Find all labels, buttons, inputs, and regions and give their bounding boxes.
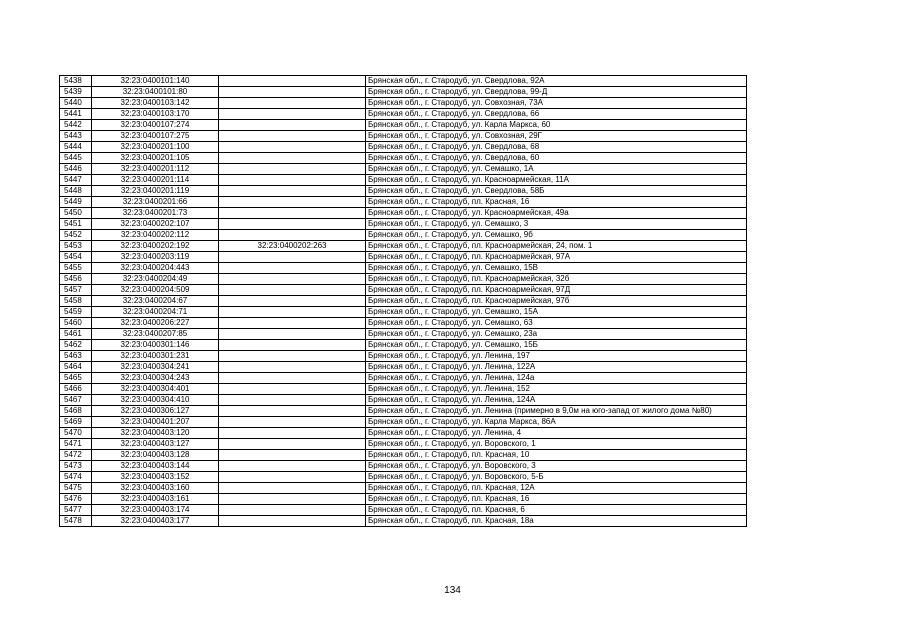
address-cell: Брянская обл., г. Стародуб, ул. Свердлова, 60 xyxy=(366,153,747,164)
address-cell: Брянская обл., г. Стародуб, пл. Красная, 10 xyxy=(366,450,747,461)
related-cadastral-number-cell xyxy=(219,516,366,527)
row-number-cell: 5452 xyxy=(60,230,92,241)
row-number-cell: 5462 xyxy=(60,340,92,351)
cadastral-number-cell: 32:23:0400202:112 xyxy=(92,230,219,241)
row-number-cell: 5454 xyxy=(60,252,92,263)
table-row xyxy=(60,274,747,285)
cadastral-number-cell: 32:23:0400403:174 xyxy=(92,505,219,516)
row-number-cell: 5457 xyxy=(60,285,92,296)
address-cell: Брянская обл., г. Стародуб, ул. Ленина, 122А xyxy=(366,362,747,373)
related-cadastral-number-cell xyxy=(219,351,366,362)
related-cadastral-number-cell xyxy=(219,461,366,472)
row-number-cell: 5439 xyxy=(60,87,92,98)
row-number-cell: 5446 xyxy=(60,164,92,175)
table-row xyxy=(60,98,747,109)
related-cadastral-number-cell xyxy=(219,142,366,153)
cadastral-number-cell: 32:23:0400202:192 xyxy=(92,241,219,252)
table-row xyxy=(60,252,747,263)
related-cadastral-number-cell xyxy=(219,483,366,494)
address-cell: Брянская обл., г. Стародуб, ул. Ленина, 4 xyxy=(366,428,747,439)
address-cell: Брянская обл., г. Стародуб, ул. Красноармейская, 11А xyxy=(366,175,747,186)
cadastral-number-cell: 32:23:0400201:112 xyxy=(92,164,219,175)
row-number-cell: 5461 xyxy=(60,329,92,340)
cadastral-number-cell: 32:23:0400101:140 xyxy=(92,76,219,87)
row-number-cell: 5450 xyxy=(60,208,92,219)
table-row xyxy=(60,494,747,505)
address-cell: Брянская обл., г. Стародуб, пл. Красная, 18а xyxy=(366,516,747,527)
row-number-cell: 5469 xyxy=(60,417,92,428)
address-cell: Брянская обл., г. Стародуб, ул. Красноармейская, 49а xyxy=(366,208,747,219)
cadastral-number-cell: 32:23:0400204:443 xyxy=(92,263,219,274)
table-row xyxy=(60,241,747,252)
row-number-cell: 5438 xyxy=(60,76,92,87)
row-number-cell: 5466 xyxy=(60,384,92,395)
related-cadastral-number-cell xyxy=(219,406,366,417)
address-cell: Брянская обл., г. Стародуб, ул. Семашко, 15Б xyxy=(366,340,747,351)
address-cell: Брянская обл., г. Стародуб, ул. Совхозная, 29Г xyxy=(366,131,747,142)
cadastral-number-cell: 32:23:0400304:241 xyxy=(92,362,219,373)
related-cadastral-number-cell xyxy=(219,98,366,109)
table-row xyxy=(60,296,747,307)
address-cell: Брянская обл., г. Стародуб, ул. Семашко, 23а xyxy=(366,329,747,340)
address-cell: Брянская обл., г. Стародуб, пл. Красная, 6 xyxy=(366,505,747,516)
row-number-cell: 5474 xyxy=(60,472,92,483)
related-cadastral-number-cell xyxy=(219,318,366,329)
table-row xyxy=(60,340,747,351)
row-number-cell: 5444 xyxy=(60,142,92,153)
cadastral-number-cell: 32:23:0400403:128 xyxy=(92,450,219,461)
table-row xyxy=(60,329,747,340)
related-cadastral-number-cell xyxy=(219,340,366,351)
table-row xyxy=(60,142,747,153)
row-number-cell: 5465 xyxy=(60,373,92,384)
address-cell: Брянская обл., г. Стародуб, ул. Семашко, 1А xyxy=(366,164,747,175)
cadastral-number-cell: 32:23:0400204:67 xyxy=(92,296,219,307)
cadastral-number-cell: 32:23:0400103:142 xyxy=(92,98,219,109)
table-row xyxy=(60,450,747,461)
related-cadastral-number-cell xyxy=(219,285,366,296)
related-cadastral-number-cell xyxy=(219,230,366,241)
cadastral-number-cell: 32:23:0400201:100 xyxy=(92,142,219,153)
cadastral-number-cell: 32:23:0400204:71 xyxy=(92,307,219,318)
table-row xyxy=(60,87,747,98)
cadastral-number-cell: 32:23:0400202:107 xyxy=(92,219,219,230)
cadastral-number-cell: 32:23:0400403:152 xyxy=(92,472,219,483)
row-number-cell: 5475 xyxy=(60,483,92,494)
address-cell: Брянская обл., г. Стародуб, ул. Ленина (примерно в 9,0м на юго-запад от жилого дома №80) xyxy=(366,406,747,417)
row-number-cell: 5458 xyxy=(60,296,92,307)
address-cell: Брянская обл., г. Стародуб, ул. Воровского, 1 xyxy=(366,439,747,450)
cadastral-number-cell: 32:23:0400304:243 xyxy=(92,373,219,384)
row-number-cell: 5455 xyxy=(60,263,92,274)
table-row xyxy=(60,131,747,142)
cadastral-number-cell: 32:23:0400201:119 xyxy=(92,186,219,197)
row-number-cell: 5441 xyxy=(60,109,92,120)
table-row xyxy=(60,395,747,406)
address-cell: Брянская обл., г. Стародуб, ул. Совхозная, 73А xyxy=(366,98,747,109)
cadastral-number-cell: 32:23:0400204:509 xyxy=(92,285,219,296)
related-cadastral-number-cell xyxy=(219,153,366,164)
row-number-cell: 5471 xyxy=(60,439,92,450)
row-number-cell: 5451 xyxy=(60,219,92,230)
related-cadastral-number-cell xyxy=(219,164,366,175)
cadastral-number-cell: 32:23:0400107:275 xyxy=(92,131,219,142)
related-cadastral-number-cell xyxy=(219,131,366,142)
row-number-cell: 5467 xyxy=(60,395,92,406)
related-cadastral-number-cell xyxy=(219,109,366,120)
related-cadastral-number-cell xyxy=(219,186,366,197)
related-cadastral-number-cell xyxy=(219,252,366,263)
related-cadastral-number-cell xyxy=(219,329,366,340)
row-number-cell: 5447 xyxy=(60,175,92,186)
related-cadastral-number-cell xyxy=(219,494,366,505)
table-row xyxy=(60,307,747,318)
table-row xyxy=(60,472,747,483)
address-cell: Брянская обл., г. Стародуб, ул. Семашко, 15А xyxy=(366,307,747,318)
cadastral-number-cell: 32:23:0400304:410 xyxy=(92,395,219,406)
address-cell: Брянская обл., г. Стародуб, ул. Свердлова, 66 xyxy=(366,109,747,120)
row-number-cell: 5477 xyxy=(60,505,92,516)
address-cell: Брянская обл., г. Стародуб, ул. Ленина, 152 xyxy=(366,384,747,395)
related-cadastral-number-cell xyxy=(219,395,366,406)
related-cadastral-number-cell: 32:23:0400202:263 xyxy=(219,241,366,252)
table-row xyxy=(60,175,747,186)
related-cadastral-number-cell xyxy=(219,197,366,208)
related-cadastral-number-cell xyxy=(219,428,366,439)
row-number-cell: 5440 xyxy=(60,98,92,109)
address-cell: Брянская обл., г. Стародуб, ул. Карла Маркса, 60 xyxy=(366,120,747,131)
cadastral-number-cell: 32:23:0400203:119 xyxy=(92,252,219,263)
cadastral-number-cell: 32:23:0400301:231 xyxy=(92,351,219,362)
related-cadastral-number-cell xyxy=(219,450,366,461)
related-cadastral-number-cell xyxy=(219,296,366,307)
cadastral-table xyxy=(59,75,747,527)
row-number-cell: 5468 xyxy=(60,406,92,417)
address-cell: Брянская обл., г. Стародуб, пл. Красноармейская, 24, пом. 1 xyxy=(366,241,747,252)
cadastral-number-cell: 32:23:0400403:161 xyxy=(92,494,219,505)
related-cadastral-number-cell xyxy=(219,439,366,450)
table-row xyxy=(60,76,747,87)
address-cell: Брянская обл., г. Стародуб, ул. Семашко, 15В xyxy=(366,263,747,274)
page-number: 134 xyxy=(444,585,461,596)
address-cell: Брянская обл., г. Стародуб, пл. Красноармейская, 97Д xyxy=(366,285,747,296)
address-cell: Брянская обл., г. Стародуб, ул. Карла Маркса, 86А xyxy=(366,417,747,428)
table-row xyxy=(60,516,747,527)
row-number-cell: 5445 xyxy=(60,153,92,164)
table-row xyxy=(60,109,747,120)
table-row xyxy=(60,505,747,516)
table-row xyxy=(60,208,747,219)
table-row xyxy=(60,120,747,131)
related-cadastral-number-cell xyxy=(219,263,366,274)
table-row xyxy=(60,362,747,373)
address-cell: Брянская обл., г. Стародуб, ул. Свердлова, 58Б xyxy=(366,186,747,197)
table-row xyxy=(60,351,747,362)
row-number-cell: 5463 xyxy=(60,351,92,362)
related-cadastral-number-cell xyxy=(219,87,366,98)
table-row xyxy=(60,318,747,329)
address-cell: Брянская обл., г. Стародуб, пл. Красная, 16 xyxy=(366,494,747,505)
row-number-cell: 5442 xyxy=(60,120,92,131)
address-cell: Брянская обл., г. Стародуб, пл. Красноармейская, 97б xyxy=(366,296,747,307)
cadastral-number-cell: 32:23:0400306:127 xyxy=(92,406,219,417)
address-cell: Брянская обл., г. Стародуб, ул. Ленина, 124а xyxy=(366,373,747,384)
cadastral-number-cell: 32:23:0400101:80 xyxy=(92,87,219,98)
cadastral-number-cell: 32:23:0400107:274 xyxy=(92,120,219,131)
table-row xyxy=(60,373,747,384)
related-cadastral-number-cell xyxy=(219,76,366,87)
row-number-cell: 5453 xyxy=(60,241,92,252)
address-cell: Брянская обл., г. Стародуб, пл. Красноармейская, 32б xyxy=(366,274,747,285)
row-number-cell: 5470 xyxy=(60,428,92,439)
address-cell: Брянская обл., г. Стародуб, ул. Ленина, 124А xyxy=(366,395,747,406)
row-number-cell: 5443 xyxy=(60,131,92,142)
address-cell: Брянская обл., г. Стародуб, ул. Воровского, 3 xyxy=(366,461,747,472)
address-cell: Брянская обл., г. Стародуб, ул. Воровского, 5-Б xyxy=(366,472,747,483)
address-cell: Брянская обл., г. Стародуб, ул. Свердлова, 92А xyxy=(366,76,747,87)
row-number-cell: 5472 xyxy=(60,450,92,461)
table-row xyxy=(60,428,747,439)
related-cadastral-number-cell xyxy=(219,505,366,516)
cadastral-number-cell: 32:23:0400401:207 xyxy=(92,417,219,428)
address-cell: Брянская обл., г. Стародуб, пл. Красная, 16 xyxy=(366,197,747,208)
address-cell: Брянская обл., г. Стародуб, ул. Семашко, 63 xyxy=(366,318,747,329)
related-cadastral-number-cell xyxy=(219,120,366,131)
row-number-cell: 5473 xyxy=(60,461,92,472)
cadastral-number-cell: 32:23:0400201:66 xyxy=(92,197,219,208)
row-number-cell: 5448 xyxy=(60,186,92,197)
row-number-cell: 5476 xyxy=(60,494,92,505)
address-cell: Брянская обл., г. Стародуб, ул. Семашко, 9б xyxy=(366,230,747,241)
table-row xyxy=(60,164,747,175)
table-row xyxy=(60,483,747,494)
related-cadastral-number-cell xyxy=(219,472,366,483)
address-cell: Брянская обл., г. Стародуб, ул. Свердлова, 99-Д xyxy=(366,87,747,98)
table-row xyxy=(60,384,747,395)
cadastral-number-cell: 32:23:0400403:120 xyxy=(92,428,219,439)
cadastral-number-cell: 32:23:0400103:170 xyxy=(92,109,219,120)
related-cadastral-number-cell xyxy=(219,384,366,395)
related-cadastral-number-cell xyxy=(219,274,366,285)
related-cadastral-number-cell xyxy=(219,373,366,384)
row-number-cell: 5460 xyxy=(60,318,92,329)
cadastral-number-cell: 32:23:0400201:73 xyxy=(92,208,219,219)
address-cell: Брянская обл., г. Стародуб, ул. Ленина, 197 xyxy=(366,351,747,362)
related-cadastral-number-cell xyxy=(219,219,366,230)
cadastral-number-cell: 32:23:0400304:401 xyxy=(92,384,219,395)
address-cell: Брянская обл., г. Стародуб, ул. Семашко, 3 xyxy=(366,219,747,230)
table-row xyxy=(60,263,747,274)
row-number-cell: 5464 xyxy=(60,362,92,373)
cadastral-number-cell: 32:23:0400403:144 xyxy=(92,461,219,472)
cadastral-number-cell: 32:23:0400403:127 xyxy=(92,439,219,450)
table-row xyxy=(60,461,747,472)
cadastral-number-cell: 32:23:0400403:160 xyxy=(92,483,219,494)
related-cadastral-number-cell xyxy=(219,175,366,186)
row-number-cell: 5449 xyxy=(60,197,92,208)
table-row xyxy=(60,285,747,296)
table-row xyxy=(60,219,747,230)
address-cell: Брянская обл., г. Стародуб, пл. Красноармейская, 97А xyxy=(366,252,747,263)
cadastral-number-cell: 32:23:0400301:146 xyxy=(92,340,219,351)
table-row xyxy=(60,406,747,417)
table-body xyxy=(60,76,747,527)
table-row xyxy=(60,230,747,241)
related-cadastral-number-cell xyxy=(219,417,366,428)
table-row xyxy=(60,186,747,197)
table-row xyxy=(60,417,747,428)
cadastral-number-cell: 32:23:0400201:114 xyxy=(92,175,219,186)
related-cadastral-number-cell xyxy=(219,362,366,373)
row-number-cell: 5478 xyxy=(60,516,92,527)
row-number-cell: 5456 xyxy=(60,274,92,285)
related-cadastral-number-cell xyxy=(219,208,366,219)
cadastral-number-cell: 32:23:0400204:49 xyxy=(92,274,219,285)
cadastral-number-cell: 32:23:0400201:105 xyxy=(92,153,219,164)
row-number-cell: 5459 xyxy=(60,307,92,318)
table-row xyxy=(60,197,747,208)
cadastral-number-cell: 32:23:0400403:177 xyxy=(92,516,219,527)
cadastral-number-cell: 32:23:0400206:227 xyxy=(92,318,219,329)
related-cadastral-number-cell xyxy=(219,307,366,318)
cadastral-number-cell: 32:23:0400207:85 xyxy=(92,329,219,340)
address-cell: Брянская обл., г. Стародуб, пл. Красная, 12А xyxy=(366,483,747,494)
table-row xyxy=(60,439,747,450)
table-row xyxy=(60,153,747,164)
address-cell: Брянская обл., г. Стародуб, ул. Свердлова, 68 xyxy=(366,142,747,153)
